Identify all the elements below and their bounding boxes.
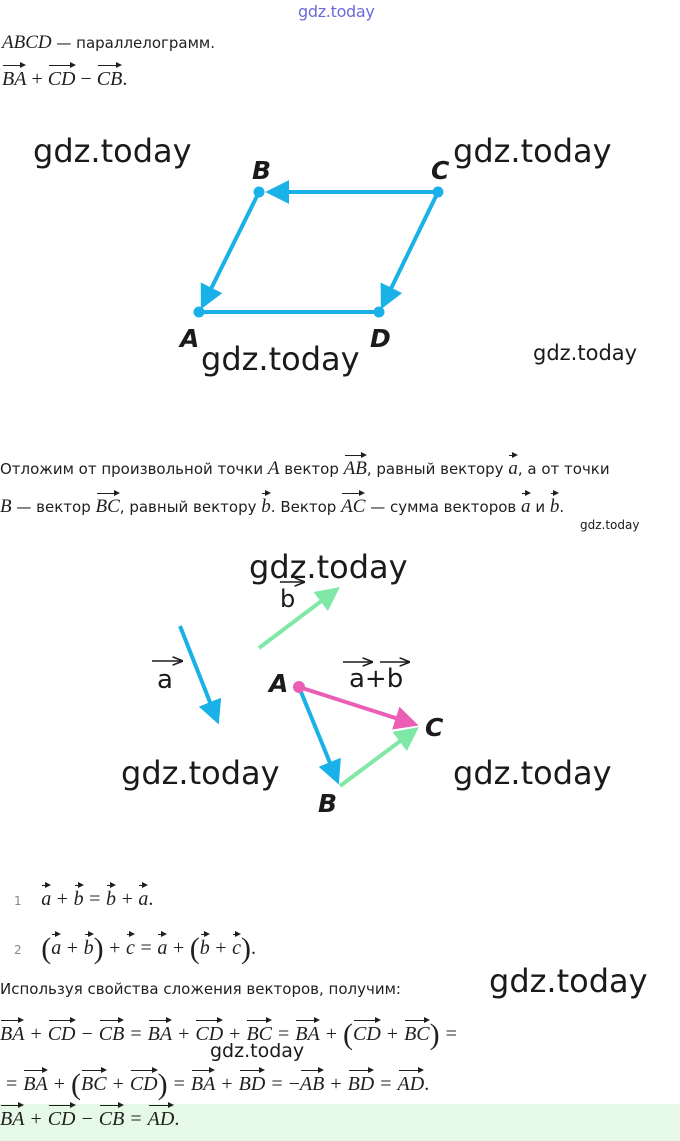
label-a: a [157, 665, 173, 695]
point-A-dot [293, 681, 305, 693]
vec-a: a [138, 888, 149, 910]
paren-close: ) [157, 1068, 168, 1101]
property-1 [14, 888, 153, 911]
vector-BC: BC [95, 496, 120, 517]
edge-CD [383, 192, 438, 305]
vec-b: b [83, 937, 94, 959]
op: = [380, 1073, 392, 1095]
point-D [374, 307, 385, 318]
vec-c: c [232, 937, 242, 959]
op: = [445, 1023, 457, 1045]
op: + [386, 1023, 399, 1045]
op: + [121, 888, 133, 910]
label-A2: A [269, 669, 289, 698]
vector-BD: BD [347, 1073, 375, 1095]
para-text-5: — вектор [16, 498, 91, 516]
watermark-8: gdz.today [489, 962, 648, 1000]
watermark-6: gdz.today [121, 754, 280, 792]
period: . [148, 888, 154, 910]
point-C [433, 187, 444, 198]
vector-BC-fig [340, 730, 415, 786]
vec-b: b [73, 888, 84, 910]
label-a-plus-b: a+b [349, 664, 404, 694]
op: + [66, 937, 79, 959]
op: + [178, 1023, 190, 1045]
label-C2: C [425, 713, 444, 742]
op: + [221, 1073, 233, 1095]
op: + [330, 1073, 342, 1095]
vector-BA: BA [2, 68, 27, 90]
watermark-4: gdz.today [533, 341, 638, 365]
op: = [6, 1073, 18, 1095]
op: + [215, 937, 227, 959]
para-text-10: . [559, 498, 565, 516]
paren-open: ( [343, 1018, 353, 1051]
op: + [229, 1023, 241, 1045]
vector-CB: CB [96, 68, 123, 90]
label-B2: B [318, 789, 338, 818]
intro-expression [2, 68, 127, 91]
op-plus: + [31, 68, 43, 90]
op: + [30, 1023, 42, 1045]
op-minus: − [80, 68, 92, 90]
para-text-6: , равный вектору [119, 498, 257, 516]
op: + [172, 937, 185, 959]
op: + [30, 1108, 42, 1130]
vector-BA: BA [295, 1023, 320, 1045]
vector-CD: CD [195, 1023, 224, 1045]
op: + [109, 937, 121, 959]
intro-line-1 [2, 32, 215, 54]
vector-a-2: a [521, 496, 531, 517]
watermark-3: gdz.today [201, 340, 360, 378]
vector-CD: CD [47, 1108, 76, 1130]
label-B: B [252, 156, 272, 185]
vector-AC: AC [341, 496, 366, 517]
para-text-3: , равный вектору [366, 460, 504, 478]
vector-AD: AD [397, 1073, 425, 1095]
op: = [173, 1073, 185, 1095]
vec-c: c [126, 937, 135, 959]
vector-AB: AB [299, 1073, 325, 1095]
vector-BA: BA [190, 1073, 216, 1095]
vector-BC: BC [81, 1073, 107, 1095]
derivation-row-2 [0, 1068, 429, 1102]
vector-BC: BC [246, 1023, 272, 1045]
vector-AB-fig [299, 687, 337, 780]
parallelogram-name: ABCD [2, 32, 52, 53]
vec-a: a [157, 937, 168, 959]
label-A: A [180, 324, 200, 353]
para-text-2: вектор [284, 460, 339, 478]
free-vector-a [180, 626, 217, 720]
watermark-7: gdz.today [453, 754, 612, 792]
point-B [254, 187, 265, 198]
para-text-4: , а от точки [517, 460, 610, 478]
vector-CD: CD [353, 1023, 381, 1045]
para-text-8: — сумма векторов [370, 498, 517, 516]
paragraph-line-1 [0, 458, 610, 480]
conclusion-text: Используя свойства сложения векторов, получим: [0, 980, 401, 998]
vector-BD: BD [238, 1073, 266, 1095]
period: . [251, 937, 257, 959]
vec-b: b [106, 888, 117, 910]
label-C: C [431, 156, 450, 185]
vector-sum-figure [0, 540, 680, 830]
op: = [130, 1023, 142, 1045]
watermark-small: gdz.today [580, 518, 640, 532]
vec-a: a [51, 937, 62, 959]
vector-CB: CB [98, 1023, 125, 1045]
vector-BA: BA [0, 1108, 25, 1130]
vector-CB: CB [98, 1108, 125, 1130]
op: + [325, 1023, 337, 1045]
op: + [56, 888, 69, 910]
op: . [424, 1073, 430, 1095]
paren-open: ( [71, 1068, 81, 1101]
watermark-2: gdz.today [453, 132, 612, 170]
parallelogram-figure [0, 100, 680, 390]
para-text-1: Отложим от произвольной точки [0, 460, 264, 478]
vec-b: b [199, 937, 210, 959]
op: + [53, 1073, 65, 1095]
vector-AB: AB [343, 458, 367, 479]
vector-b-2: b [549, 496, 560, 517]
watermark-top: gdz.today [298, 2, 375, 21]
op: = [271, 1073, 283, 1095]
vector-a: a [508, 458, 518, 479]
vector-CD: CD [47, 68, 76, 90]
op: − [81, 1023, 93, 1045]
point-B-ref: B [0, 496, 12, 517]
paren-close: ) [429, 1018, 440, 1051]
para-text-9: и [535, 498, 546, 516]
op: . [174, 1108, 180, 1130]
property-2: 2 (a + b) + c = a + (b + c). [14, 932, 257, 965]
vector-b: b [261, 496, 271, 517]
label-D: D [370, 324, 391, 353]
vector-CD: CD [129, 1073, 158, 1095]
vector-CD: CD [47, 1023, 76, 1045]
vec-a: a [41, 888, 52, 910]
op: − [81, 1108, 93, 1130]
vector-BA: BA [0, 1023, 25, 1045]
op-minus: − [288, 1073, 300, 1095]
free-vector-b [259, 590, 336, 648]
edge-BA [203, 192, 259, 305]
watermark-9: gdz.today [210, 1040, 305, 1062]
vector-BC: BC [404, 1023, 430, 1045]
list-number-1: 1 [14, 894, 22, 908]
op: + [112, 1073, 124, 1095]
paragraph-line-2 [0, 496, 564, 518]
point-A-ref: A [267, 458, 280, 479]
period: . [122, 68, 128, 90]
op: = [140, 937, 152, 959]
vector-BA: BA [147, 1023, 173, 1045]
op: = [89, 888, 101, 910]
para-text-7: . Вектор [270, 498, 337, 516]
point-A [194, 307, 205, 318]
op: = [278, 1023, 290, 1045]
op: = [130, 1108, 142, 1130]
watermark-1: gdz.today [33, 132, 192, 170]
label-b: b [280, 585, 296, 613]
watermark-5: gdz.today [249, 548, 408, 586]
vector-BA: BA [23, 1073, 48, 1095]
intro-text: — параллелограмм. [51, 34, 216, 52]
list-number-2: 2 [14, 943, 22, 957]
vector-AD: AD [147, 1108, 175, 1130]
derivation-row-3 [0, 1108, 179, 1131]
